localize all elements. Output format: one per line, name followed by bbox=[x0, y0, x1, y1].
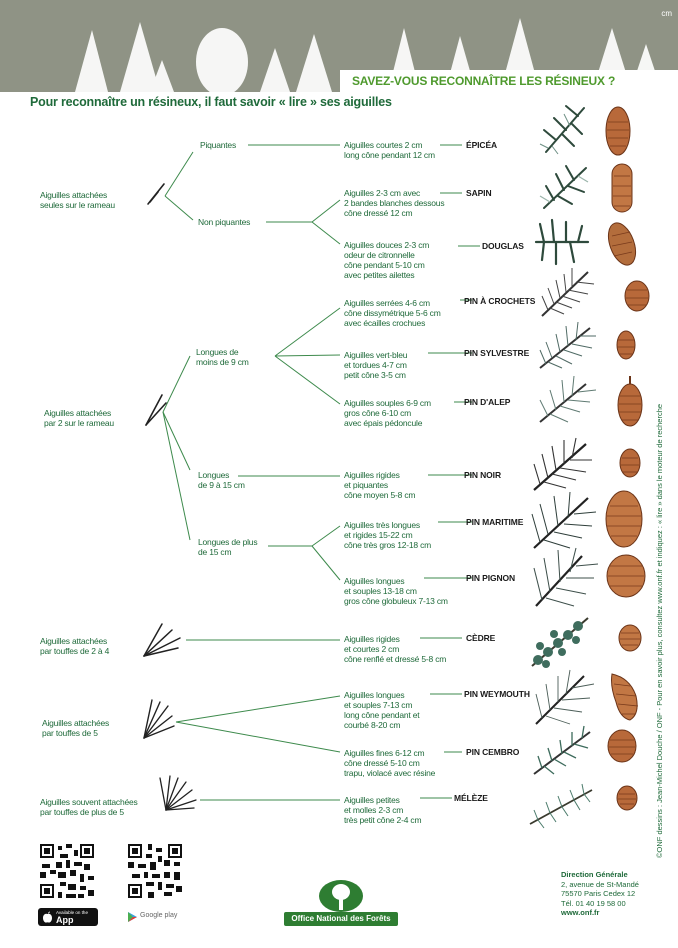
swiss-pine-cone-icon bbox=[606, 728, 638, 764]
weymouth-pine-cone-icon bbox=[600, 668, 646, 724]
credit-text: ©ONF dessins : Jean-Michel Douche / ONF - Pour en savoir plus, consultez www.onf.fr et indiquez : « lire » dans le moteur de recherche bbox=[655, 403, 664, 858]
stone-pine-branch-icon bbox=[532, 546, 598, 610]
contact-block bbox=[561, 870, 639, 918]
weymouth-pine-branch-icon bbox=[532, 668, 594, 728]
aleppo-pine-branch-icon bbox=[536, 372, 596, 426]
google-play-label: Google play bbox=[140, 912, 178, 919]
species-description: Aiguilles fines 6-12 cm cône dressé 5-10 cm trapu, violacé avec résine bbox=[344, 748, 436, 778]
app-store-caption: Available on the bbox=[56, 910, 88, 915]
species-name: MÉLÈZE bbox=[454, 793, 488, 803]
cedar-cone-icon bbox=[616, 622, 644, 654]
contact-title: Direction Générale bbox=[561, 870, 628, 879]
app-store-badge[interactable] bbox=[38, 908, 98, 935]
species-description: Aiguilles 2-3 cm avec 2 bandes blanches dessous cône dressé 12 cm bbox=[344, 188, 445, 218]
unit-label: cm bbox=[661, 9, 672, 18]
species-name: PIN SYLVESTRE bbox=[464, 348, 530, 358]
fir-cone-icon bbox=[608, 160, 636, 216]
species-description: Aiguilles vert-bleu et tordues 4-7 cm petit cône 3-5 cm bbox=[344, 350, 408, 380]
group-label: Aiguilles souvent attachées par touffes de plus de 5 bbox=[40, 797, 138, 817]
species-name: ÉPICÉA bbox=[466, 140, 498, 150]
douglas-cone-icon bbox=[602, 218, 642, 270]
qr-code-icon[interactable] bbox=[126, 842, 184, 900]
scots-pine-branch-icon bbox=[536, 320, 596, 372]
species-description: Aiguilles rigides et piquantes cône moyen 5-8 cm bbox=[344, 470, 416, 500]
five-needles-icon bbox=[140, 698, 176, 742]
subgroup-label: Longues de 9 à 15 cm bbox=[198, 470, 245, 490]
stone-pine-cone-icon bbox=[604, 552, 648, 600]
subgroup-label: Non piquantes bbox=[198, 217, 251, 227]
subgroup-label: Longues de plus de 15 cm bbox=[198, 537, 258, 557]
species-description: Aiguilles rigides et courtes 2 cm cône renflé et dressé 5-8 cm bbox=[344, 634, 447, 664]
apple-icon bbox=[42, 911, 53, 923]
species-description: Aiguilles serrées 4-6 cm cône dissymétrique 5-6 cm avec écailles crochues bbox=[344, 298, 441, 328]
larch-branch-icon bbox=[526, 780, 596, 830]
fir-branch-icon bbox=[536, 158, 594, 214]
species-description: Aiguilles longues et souples 13-18 cm gros cône globuleux 7-13 cm bbox=[344, 576, 448, 606]
many-needles-icon bbox=[156, 774, 200, 814]
species-name: DOUGLAS bbox=[482, 241, 524, 251]
species-name: SAPIN bbox=[466, 188, 492, 198]
larch-cone-icon bbox=[614, 784, 640, 812]
tuft-needles-icon bbox=[140, 620, 184, 660]
contact-address: 2, avenue de St-Mandé 75570 Paris Cedex 12 Tél. 01 40 19 58 00 bbox=[561, 879, 639, 908]
contact-website-link[interactable]: www.onf.fr bbox=[561, 908, 600, 917]
app-store-label: App Store bbox=[56, 915, 80, 935]
onf-tree-logo-icon bbox=[318, 880, 364, 914]
group-label: Aiguilles attachées par touffes de 5 bbox=[42, 718, 110, 738]
group-label: Aiguilles attachées par touffes de 2 à 4 bbox=[40, 636, 110, 656]
maritime-pine-cone-icon bbox=[602, 488, 646, 550]
group-label: Aiguilles attachées seules sur le rameau bbox=[40, 190, 115, 210]
aleppo-pine-cone-icon bbox=[614, 374, 646, 428]
maritime-pine-branch-icon bbox=[530, 490, 596, 552]
single-needle-icon bbox=[146, 180, 168, 206]
subgroup-label: Longues de moins de 9 cm bbox=[196, 347, 249, 367]
intro-text: Pour reconnaître un résineux, il faut savoir « lire » ses aiguilles bbox=[30, 95, 392, 109]
google-play-icon bbox=[127, 911, 138, 923]
species-name: PIN NOIR bbox=[464, 470, 501, 480]
pair-needles-icon bbox=[142, 393, 168, 427]
species-description: Aiguilles longues et souples 7-13 cm long cône pendant et courbé 8-20 cm bbox=[344, 690, 420, 730]
species-description: Aiguilles très longues et rigides 15-22 cm cône très gros 12-18 cm bbox=[344, 520, 432, 550]
black-pine-branch-icon bbox=[530, 436, 594, 494]
spruce-branch-icon bbox=[536, 100, 594, 158]
cedar-branch-icon bbox=[526, 612, 596, 670]
mountain-pine-branch-icon bbox=[536, 266, 596, 320]
subgroup-label: Piquantes bbox=[200, 140, 237, 150]
species-name: PIN D'ALEP bbox=[464, 397, 511, 407]
species-description: Aiguilles petites et molles 2-3 cm très petit cône 2-4 cm bbox=[344, 795, 422, 825]
google-play-badge[interactable] bbox=[124, 908, 184, 926]
mountain-pine-cone-icon bbox=[622, 278, 652, 314]
scots-pine-cone-icon bbox=[614, 328, 638, 362]
page-title: SAVEZ-VOUS RECONNAÎTRE LES RÉSINEUX ? bbox=[352, 74, 616, 88]
douglas-branch-icon bbox=[530, 212, 592, 270]
species-name: PIN À CROCHETS bbox=[464, 296, 536, 306]
species-name: PIN PIGNON bbox=[466, 573, 516, 583]
spruce-cone-icon bbox=[600, 104, 636, 158]
species-name: PIN MARITIME bbox=[466, 517, 524, 527]
onf-name: Office National des Forêts bbox=[284, 912, 398, 926]
swiss-pine-branch-icon bbox=[530, 724, 596, 780]
qr-code-icon[interactable] bbox=[38, 842, 96, 900]
black-pine-cone-icon bbox=[618, 446, 642, 480]
species-name: PIN CEMBRO bbox=[466, 747, 520, 757]
species-name: CÈDRE bbox=[466, 633, 496, 643]
species-description: Aiguilles douces 2-3 cm odeur de citronnelle cône pendant 5-10 cm avec petites ailettes bbox=[344, 240, 430, 280]
group-label: Aiguilles attachées par 2 sur le rameau bbox=[44, 408, 114, 428]
species-description: Aiguilles courtes 2 cm long cône pendant 12 cm bbox=[344, 140, 435, 160]
species-name: PIN WEYMOUTH bbox=[464, 689, 530, 699]
species-description: Aiguilles souples 6-9 cm gros cône 6-10 cm avec épais pédoncule bbox=[344, 398, 431, 428]
